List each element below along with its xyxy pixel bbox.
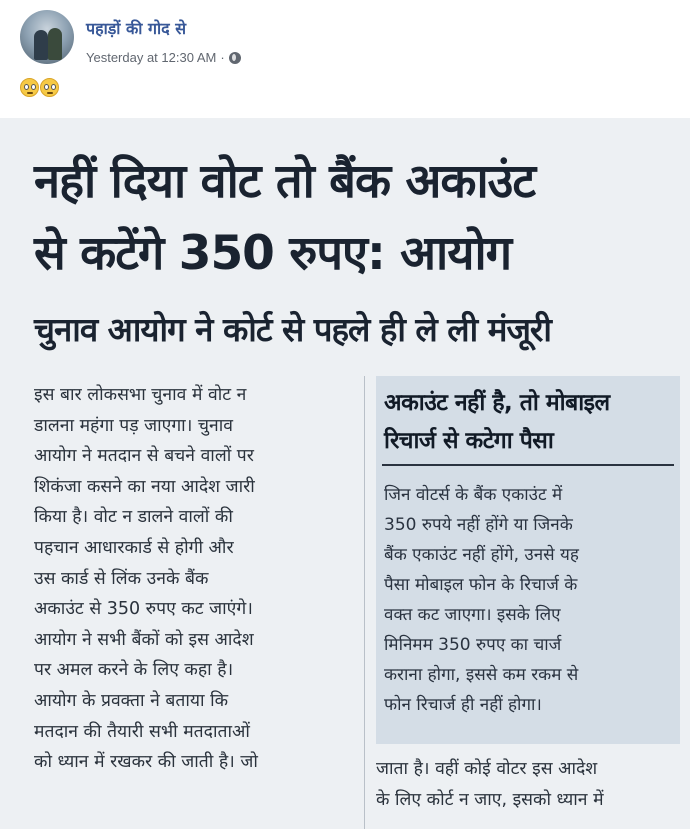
rolling-eyes-emoji-icon <box>40 78 59 97</box>
newspaper-clipping-image[interactable] <box>0 118 690 829</box>
article-line: पर अमल करने के लिए कहा है। <box>34 660 234 681</box>
sidebar-line: वक्त कट जाएगा। इसके लिए <box>384 605 561 625</box>
article-line: पहचान आधारकार्ड से होगी और <box>34 537 234 558</box>
article-line: के लिए कोर्ट न जाए, इसको ध्यान में <box>376 789 604 810</box>
article-line: आयोग ने सभी बैंकों को इस आदेश <box>34 629 254 650</box>
sidebar-title-line: रिचार्ज से कटेगा पैसा <box>384 428 554 454</box>
article-subheadline: चुनाव आयोग ने कोर्ट से पहले ही ले ली मंजूरी <box>34 310 551 349</box>
article-line: को ध्यान में रखकर की जाती है। जो <box>34 752 258 773</box>
avatar-person-right <box>48 28 62 60</box>
rolling-eyes-emoji-icon <box>20 78 39 97</box>
sidebar-line: पैसा मोबाइल फोन के रिचार्ज के <box>384 575 578 595</box>
sidebar-line: जिन वोटर्स के बैंक एकाउंट में <box>384 485 563 505</box>
headline-line: से कटेंगे 350 रुपए: आयोग <box>34 226 512 281</box>
article-left-column <box>34 380 354 778</box>
article-headline <box>34 146 684 290</box>
article-line: शिकंजा कसने का नया आदेश जारी <box>34 476 255 497</box>
globe-icon[interactable] <box>229 52 241 64</box>
timestamp-separator: · <box>220 50 225 65</box>
article-line: मतदान की तैयारी सभी मतदाताओं <box>34 721 250 742</box>
article-line: डालना महंगा पड़ जाएगा। चुनाव <box>34 415 234 436</box>
post-header <box>0 0 690 118</box>
sidebar-line: फोन रिचार्ज ही नहीं होगा। <box>384 695 542 715</box>
article-line: आयोग ने मतदान से बचने वालों पर <box>34 446 254 467</box>
article-line: किया है। वोट न डालने वालों की <box>34 507 233 528</box>
sidebar-body <box>384 480 674 720</box>
sidebar-rule <box>382 464 674 466</box>
page-name-link[interactable]: पहाड़ों की गोद से <box>86 19 187 38</box>
sidebar-line: बैंक एकाउंट नहीं होंगे, उनसे यह <box>384 545 579 565</box>
article-line: जाता है। वहीं कोई वोटर इस आदेश <box>376 759 598 779</box>
article-right-column <box>376 754 682 815</box>
post-text <box>20 78 59 97</box>
sidebar-line: कराना होगा, इससे कम रकम से <box>384 665 579 685</box>
article-line: इस बार लोकसभा चुनाव में वोट न <box>34 385 247 405</box>
post-timestamp <box>86 50 241 65</box>
article-line: उस कार्ड से लिंक उनके बैंक <box>34 568 209 589</box>
avatar[interactable] <box>20 10 74 64</box>
column-divider <box>364 376 365 829</box>
sidebar-line: 350 रुपये नहीं होंगे या जिनके <box>384 515 573 535</box>
sidebar-line: मिनिमम 350 रुपए का चार्ज <box>384 635 562 655</box>
avatar-person-left <box>34 30 48 60</box>
sidebar-title <box>384 384 676 460</box>
headline-line: नहीं दिया वोट तो बैंक अकाउंट <box>34 154 536 209</box>
article-line: आयोग के प्रवक्ता ने बताया कि <box>34 690 229 711</box>
article-line: अकाउंट से 350 रुपए कट जाएंगे। <box>34 599 253 620</box>
timestamp-link[interactable]: Yesterday at 12:30 AM <box>86 50 217 65</box>
article-sidebar-box <box>376 376 680 744</box>
sidebar-title-line: अकाउंट नहीं है, तो मोबाइल <box>384 390 610 416</box>
